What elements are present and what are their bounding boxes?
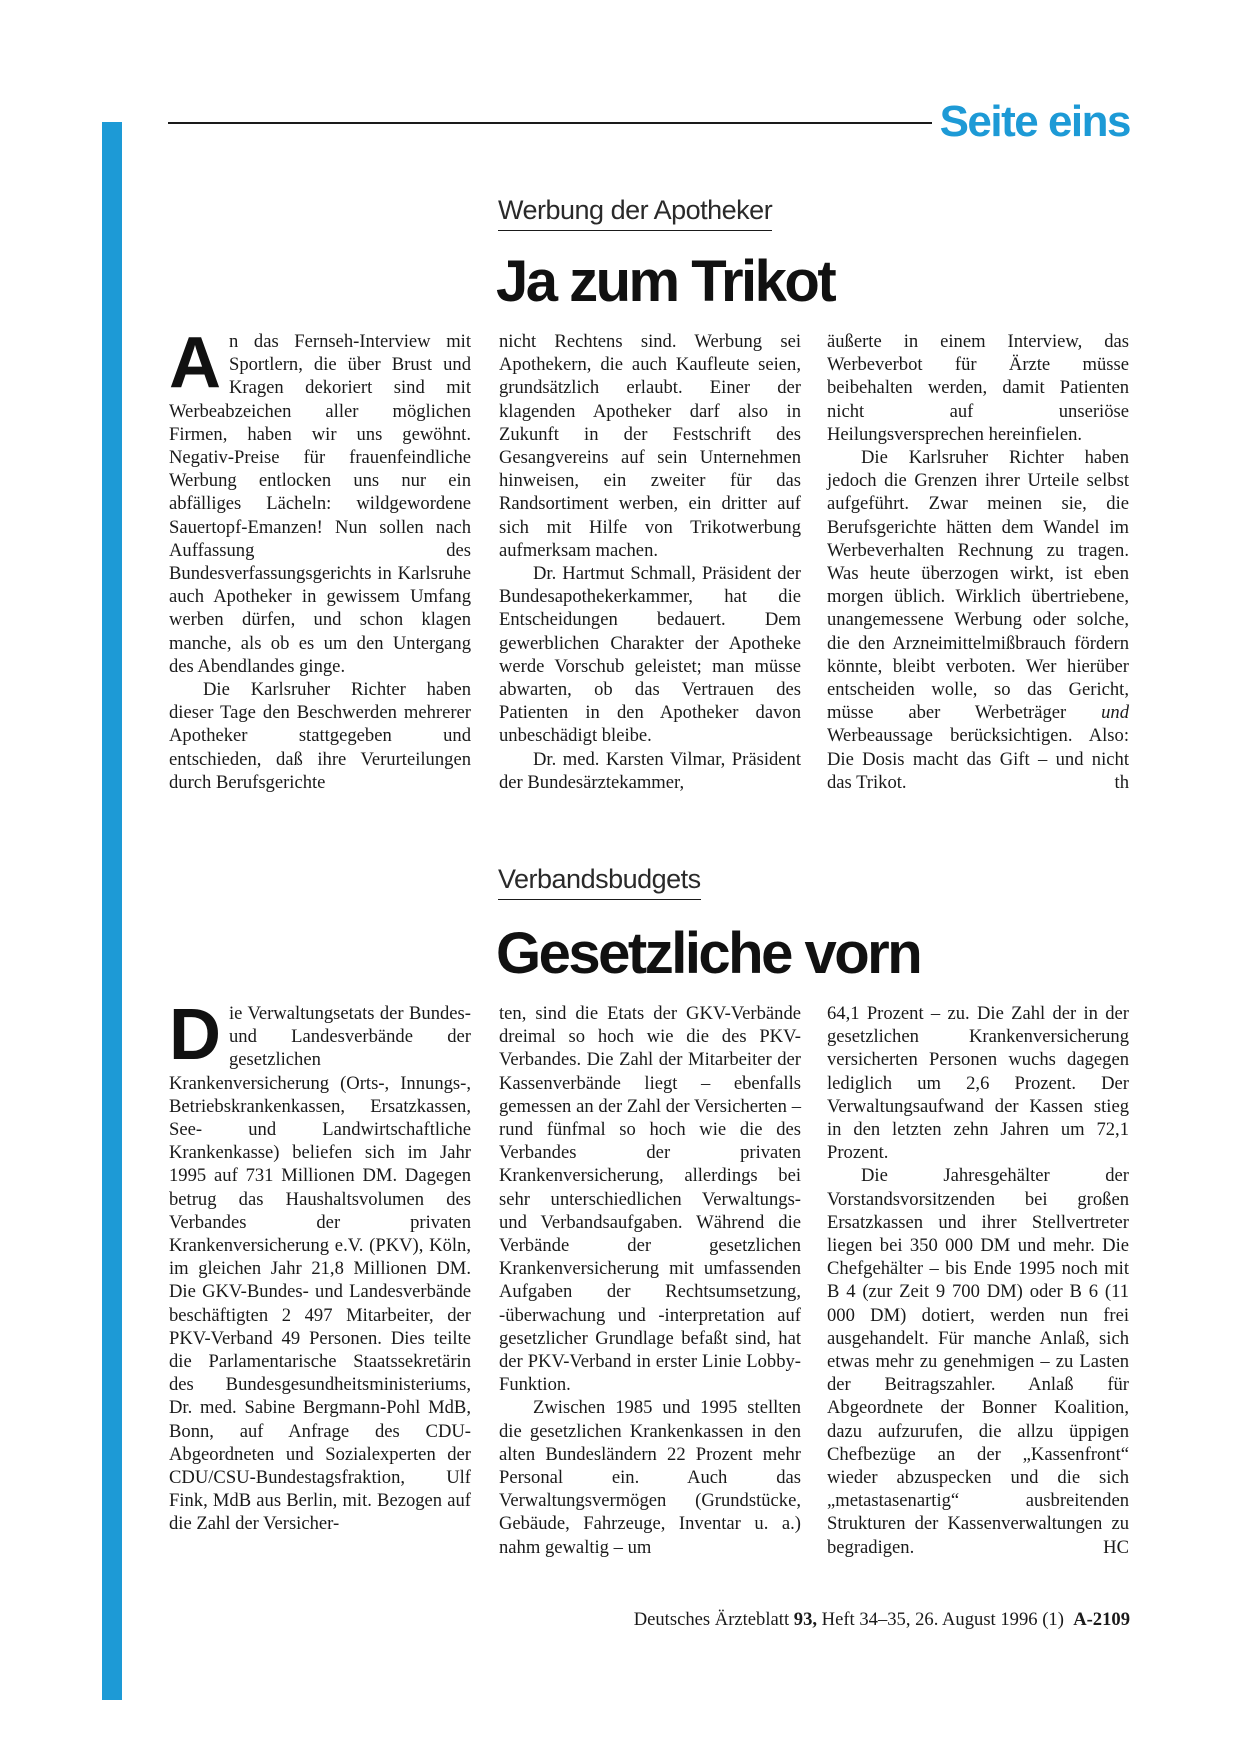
article1-col3-paragraph-2 [827,446,1129,794]
page-footer [634,1608,1130,1632]
article1-headline: Ja zum Trikot [496,249,835,314]
article2-col3-text: Die Jahresgehälter der Vorstandsvorsitzenden bei großen Ersatzkassen und ihrer Stellvertreter liegen bei 350 000 DM und mehr. Die Chefgehälter – bis Ende 1995 noch mit B 4 (zur Zeit 9 700 DM) oder B 6 (11 000 DM) dotiert, werden nun frei ausgehandelt. Für manche Anlaß, sich etwas mehr zu genehmigen – zu Lasten der Beitragszahler. Anlaß für Abgeordnete der Bonner Koalition, dazu aufzurufen, die allzu üppigen Chefbezüge an der „Kassenfront“ wieder abzuspecken und die sich „metastasenartig“ ausbreitenden Strukturen der Kassenverwaltungen zu begradigen. [827,1165,1129,1558]
article2-col2-paragraph-2: Zwischen 1985 und 1995 stellten die gesetzlichen Krankenkassen in den alten Bundesländern 22 Prozent mehr Personal ein. Auch das Verwaltungsvermögen (Grundstücke, Gebäude, Fahrzeuge, Inventar u. a.) nahm gewaltig – um [499,1397,801,1558]
article2-column-3 [827,1002,1129,1559]
blue-sidebar-bar [102,122,122,1700]
article2-column-1 [169,995,471,1536]
article2-dropcap: D [169,995,221,1075]
article2-column-2 [499,1002,801,1559]
article1-col1-text-1: n das Fernseh-Interview mit Sportlern, die über Brust und Kragen dekoriert sind mit Werbeabzeichen aller möglichen Firmen, haben wir uns gewöhnt. Negativ-Preise für frauenfeindliche Werbung entlocken uns nur ein abfälliges Lächeln: wildgewordene Sauertopf-Emanzen! Nun sollen nach Auffassung des Bundesverfassungsgerichts in Karlsruhe auch Apotheker in gewissem Umfang werben dürfen, und schon klagen manche, als ob es um den Untergang des Abendlandes ginge. [169,331,471,677]
article1-signature: th [1114,771,1129,793]
article2-col1-paragraph-1 [169,995,471,1536]
article2-col3-paragraph-2 [827,1164,1129,1558]
article1-col3-paragraph-1: äußerte in einem Interview, das Werbeverbot für Ärzte müsse beibehalten werden, damit Patienten nicht auf unseriöse Heilungsversprechen hereinfielen. [827,331,1129,445]
article2-col3-paragraph-1: 64,1 Prozent – zu. Die Zahl der in der gesetzlichen Krankenversicherung versicherten Personen wuchs dagegen lediglich um 2,6 Prozent. Der Verwaltungsaufwand der Kassen stieg in den letzten zehn Jahren um 72,1 Prozent. [827,1003,1129,1164]
article2-headline: Gesetzliche vorn [496,921,921,986]
article1-col3-text-b: Werbeaussage berücksichtigen. Also: Die Dosis macht das Gift – und nicht das Trikot. [827,725,1129,793]
article1-col2-paragraph-2: Dr. Hartmut Schmall, Präsident der Bundesapothekerkammer, hat die Entscheidungen bedauert. Dem gewerblichen Charakter der Apotheke werde Vorschub geleistet; man müsse abwarten, ob das Vertrauen des Patienten in den Apotheker davon unbeschädigt bleibe. [499,563,801,747]
article2-signature: HC [1103,1536,1129,1558]
article1-emphasis: und [1101,702,1129,724]
article1-column-1 [169,323,471,794]
section-label: Seite eins [939,97,1130,146]
footer-issue-date: Heft 34–35, 26. August 1996 (1) [821,1609,1064,1630]
footer-journal: Deutsches Ärzteblatt [633,1609,790,1630]
article2-kicker: Verbandsbudgets [498,861,701,900]
article1-column-2 [499,330,801,794]
header-rule [168,122,932,124]
footer-volume: 93, [793,1609,818,1630]
article1-kicker: Werbung der Apotheker [498,192,772,231]
article1-column-3 [827,330,1129,794]
article1-col2-paragraph-3: Dr. med. Karsten Vilmar, Präsident der Bundesärztekammer, [499,748,801,793]
article2-col2-paragraph-1: ten, sind die Etats der GKV-Verbände dreimal so hoch wie die des PKV-Verbandes. Die Zahl der Mitarbeiter der Kassenverbände liegt – ebenfalls gemessen an der Zahl der Versicherten – rund fünfmal so hoch wie die des Verbandes der privaten Krankenversicherung, allerdings bei sehr unterschiedlichen Verwaltungs- und Verbandsaufgaben. Während die Verbände der gesetzlichen Krankenversicherung mit umfassenden Aufgaben der Rechtsumsetzung, -überwachung und -interpretation auf gesetzlicher Grundlage befaßt sind, hat der PKV-Verband in erster Linie Lobby-Funktion. [499,1003,801,1396]
article1-col3-text-a: Die Karlsruher Richter haben jedoch die Grenzen ihrer Urteile selbst aufgeführt. Zwar meinen sie, die Berufsgerichte hätten dem Wandel im Werbeverhalten Rechnung zu tragen. Was heute überzogen wirkt, ist eben morgen üblich. Wirklich übertriebene, unangemessene Werbung oder solche, die den Arzneimittelmißbrauch fördern könnte, bleibt verboten. Wer hierüber entscheiden wolle, so das Gericht, müsse aber Werbeträger [827,447,1129,724]
article2-col1-text-1: ie Verwaltungsetats der Bundes- und Landesverbände der gesetzlichen Krankenversicherung (Orts-, Innungs-, Betriebskrankenkassen, Ersatzkassen, See- und Landwirtschaftliche Krankenkasse) beliefen sich im Jahr 1995 auf 731 Millionen DM. Dagegen betrug das Haushaltsvolumen des Verbandes der privaten Krankenversicherung e.V. (PKV), Köln, im gleichen Jahr 21,8 Millionen DM. Die GKV-Bundes- und Landesverbände beschäftigten 2 497 Mitarbeiter, der PKV-Verband 49 Personen. Dies teilte die Parlamentarische Staatssekretärin des Bundesgesundheitsministeriums, Dr. med. Sabine Bergmann-Pohl MdB, Bonn, auf Anfrage des CDU-Abgeordneten und Sozialexperten der CDU/CSU-Bundestagsfraktion, Ulf Fink, MdB aus Berlin, mit. Bezogen auf die Zahl der Versicher- [169,1003,471,1535]
footer-page-number: A-2109 [1073,1609,1130,1630]
article1-dropcap: A [169,323,221,403]
article1-col1-paragraph-2: Die Karlsruher Richter haben dieser Tage den Beschwerden mehrerer Apotheker stattgegeben und entschieden, daß ihre Verurteilungen durch Berufsgerichte [169,679,471,793]
article1-col2-paragraph-1: nicht Rechtens sind. Werbung sei Apothekern, die auch Kaufleute seien, grundsätzlich erlaubt. Einer der klagenden Apotheker darf also in Zukunft in der Festschrift des Gesangvereins auf sein Unternehmen hinweisen, ein zweiter für das Randsortiment werben, ein dritter auf sich mit Hilfe von Trikotwerbung aufmerksam machen. [499,331,801,561]
article1-col1-paragraph-1 [169,323,471,678]
